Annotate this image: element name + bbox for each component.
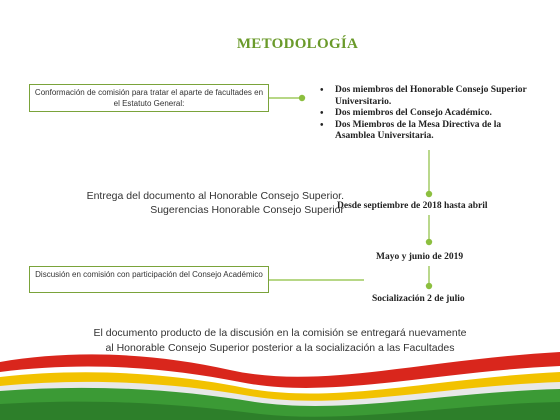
members-list bbox=[320, 85, 540, 143]
member-item: • Dos Miembros de la Mesa Directiva de la Asamblea Universitaria. bbox=[320, 120, 540, 143]
commission-box: Conformación de comisión para tratar el aparte de facultades en el Estatuto General: bbox=[29, 84, 269, 112]
footer-line-1: El documento producto de la discusión en la comisión se entregará nuevamente bbox=[93, 327, 467, 339]
member-item: • Dos miembros del Consejo Académico. bbox=[320, 108, 540, 120]
decorative-wave bbox=[0, 352, 560, 420]
footer-note bbox=[0, 326, 560, 356]
member-item: • Dos miembros del Honorable Consejo Superior Universitario. bbox=[320, 85, 540, 108]
timeline-step-3: Socialización 2 de julio bbox=[372, 294, 465, 304]
timeline-step-2: Mayo y junio de 2019 bbox=[376, 252, 464, 262]
delivery-line-1: Entrega del documento al Honorable Consejo Superior. bbox=[86, 190, 344, 202]
discussion-box: Discusión en comisión con participación del Consejo Académico bbox=[29, 266, 269, 293]
footer-line-2: al Honorable Consejo Superior posterior a la socialización a las Facultades bbox=[105, 342, 455, 354]
timeline-dot-2 bbox=[426, 239, 432, 245]
timeline-dot-3 bbox=[426, 283, 432, 289]
connector-dot-1 bbox=[299, 95, 305, 101]
page-title: METODOLOGÍA bbox=[236, 36, 359, 52]
timeline-step-1: Desde septiembre de 2018 hasta abril bbox=[337, 201, 488, 211]
timeline-dot-1 bbox=[426, 191, 432, 197]
delivery-line-2: Sugerencias Honorable Consejo Superior bbox=[150, 204, 344, 216]
delivery-text bbox=[0, 189, 344, 217]
